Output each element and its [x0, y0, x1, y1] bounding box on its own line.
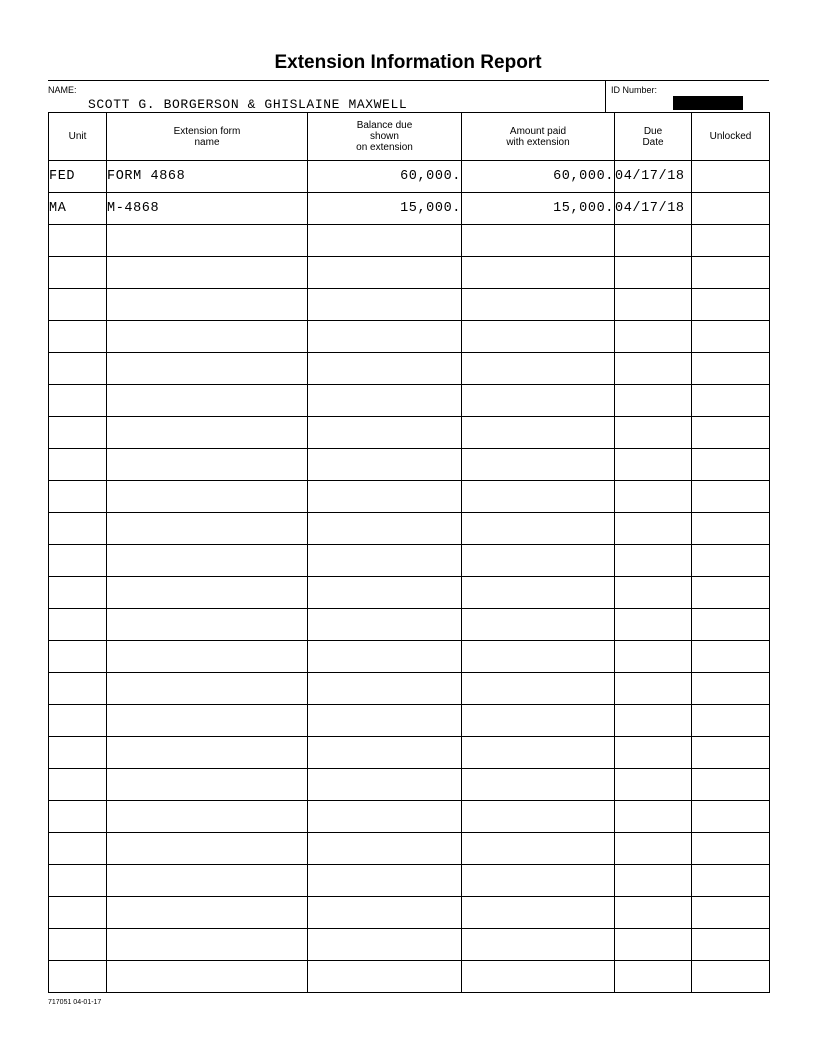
table-row — [49, 417, 770, 449]
column-header-balance-due: Balance due shown on extension — [308, 113, 462, 161]
cell-unit — [49, 929, 107, 961]
report-title: Extension Information Report — [274, 52, 542, 73]
cell-due-date — [615, 833, 692, 865]
cell-due-date — [615, 577, 692, 609]
cell-unlocked — [692, 385, 770, 417]
cell-amount-paid — [462, 481, 615, 513]
cell-amount-paid — [462, 609, 615, 641]
cell-balance-due — [308, 865, 462, 897]
table-row — [49, 513, 770, 545]
cell-unlocked — [692, 193, 770, 225]
cell-amount-paid: 15,000. — [462, 193, 615, 225]
cell-due-date — [615, 417, 692, 449]
cell-form-name — [107, 833, 308, 865]
cell-unlocked — [692, 257, 770, 289]
cell-unit — [49, 833, 107, 865]
cell-balance-due — [308, 961, 462, 993]
table-row — [49, 961, 770, 993]
column-header-extension-form-name: Extension form name — [107, 113, 308, 161]
cell-unlocked — [692, 833, 770, 865]
cell-amount-paid — [462, 417, 615, 449]
cell-due-date — [615, 737, 692, 769]
cell-unlocked — [692, 737, 770, 769]
cell-due-date — [615, 481, 692, 513]
table-row — [49, 641, 770, 673]
table-row — [49, 673, 770, 705]
cell-unlocked — [692, 673, 770, 705]
table-row — [49, 257, 770, 289]
table-row — [49, 929, 770, 961]
cell-unlocked — [692, 513, 770, 545]
cell-unit — [49, 897, 107, 929]
cell-form-name — [107, 385, 308, 417]
cell-balance-due — [308, 673, 462, 705]
cell-form-name — [107, 353, 308, 385]
cell-balance-due — [308, 417, 462, 449]
cell-unit — [49, 705, 107, 737]
cell-balance-due — [308, 481, 462, 513]
cell-amount-paid — [462, 641, 615, 673]
cell-amount-paid — [462, 897, 615, 929]
cell-unlocked — [692, 929, 770, 961]
cell-balance-due — [308, 737, 462, 769]
cell-amount-paid — [462, 257, 615, 289]
id-number-redaction — [673, 96, 743, 110]
cell-amount-paid — [462, 225, 615, 257]
cell-unit — [49, 289, 107, 321]
cell-balance-due — [308, 897, 462, 929]
cell-due-date — [615, 257, 692, 289]
cell-due-date — [615, 609, 692, 641]
cell-form-name — [107, 897, 308, 929]
cell-unit — [49, 225, 107, 257]
cell-due-date — [615, 897, 692, 929]
id-divider — [605, 80, 606, 112]
cell-amount-paid — [462, 385, 615, 417]
cell-amount-paid — [462, 545, 615, 577]
cell-form-name — [107, 545, 308, 577]
cell-form-name — [107, 737, 308, 769]
cell-due-date — [615, 385, 692, 417]
cell-unlocked — [692, 609, 770, 641]
cell-amount-paid — [462, 737, 615, 769]
cell-balance-due — [308, 545, 462, 577]
cell-due-date — [615, 865, 692, 897]
cell-balance-due — [308, 577, 462, 609]
cell-balance-due — [308, 641, 462, 673]
table-row — [49, 801, 770, 833]
cell-due-date — [615, 769, 692, 801]
cell-balance-due — [308, 513, 462, 545]
table-row — [49, 289, 770, 321]
cell-due-date — [615, 513, 692, 545]
cell-amount-paid — [462, 513, 615, 545]
cell-unit — [49, 481, 107, 513]
cell-amount-paid — [462, 769, 615, 801]
table-row — [49, 545, 770, 577]
form-code-footer: 717051 04-01-17 — [48, 999, 102, 1006]
cell-unlocked — [692, 961, 770, 993]
table-header-row — [49, 113, 770, 161]
cell-form-name — [107, 481, 308, 513]
cell-balance-due — [308, 289, 462, 321]
cell-unlocked — [692, 641, 770, 673]
cell-amount-paid: 60,000. — [462, 161, 615, 193]
extension-table — [48, 112, 770, 993]
cell-balance-due — [308, 801, 462, 833]
cell-unlocked — [692, 161, 770, 193]
cell-unlocked — [692, 417, 770, 449]
cell-amount-paid — [462, 705, 615, 737]
cell-unlocked — [692, 769, 770, 801]
cell-unit — [49, 577, 107, 609]
column-header-unit: Unit — [49, 113, 107, 161]
cell-unit — [49, 737, 107, 769]
cell-unit — [49, 545, 107, 577]
cell-form-name — [107, 417, 308, 449]
table-row — [49, 769, 770, 801]
cell-balance-due: 60,000. — [308, 161, 462, 193]
cell-unit — [49, 321, 107, 353]
table-row — [49, 577, 770, 609]
cell-form-name — [107, 641, 308, 673]
cell-due-date — [615, 961, 692, 993]
cell-form-name — [107, 769, 308, 801]
cell-balance-due — [308, 769, 462, 801]
cell-unlocked — [692, 289, 770, 321]
cell-form-name: M-4868 — [107, 193, 308, 225]
column-header-amount-paid: Amount paid with extension — [462, 113, 615, 161]
cell-unit — [49, 513, 107, 545]
cell-amount-paid — [462, 449, 615, 481]
cell-unlocked — [692, 705, 770, 737]
taxpayer-name: SCOTT G. BORGERSON & GHISLAINE MAXWELL — [88, 97, 408, 112]
cell-unit — [49, 385, 107, 417]
table-row — [49, 737, 770, 769]
cell-due-date — [615, 673, 692, 705]
cell-unlocked — [692, 545, 770, 577]
id-number-label: ID Number: — [611, 85, 658, 95]
cell-form-name — [107, 865, 308, 897]
cell-unlocked — [692, 225, 770, 257]
cell-balance-due — [308, 609, 462, 641]
cell-due-date — [615, 929, 692, 961]
cell-form-name — [107, 801, 308, 833]
cell-balance-due — [308, 225, 462, 257]
cell-due-date — [615, 801, 692, 833]
cell-balance-due — [308, 353, 462, 385]
cell-balance-due — [308, 705, 462, 737]
cell-unlocked — [692, 353, 770, 385]
cell-due-date: 04/17/18 — [615, 193, 692, 225]
cell-amount-paid — [462, 353, 615, 385]
cell-unlocked — [692, 865, 770, 897]
cell-unlocked — [692, 321, 770, 353]
cell-unlocked — [692, 897, 770, 929]
cell-unit — [49, 769, 107, 801]
table-row — [49, 833, 770, 865]
cell-unlocked — [692, 577, 770, 609]
cell-form-name — [107, 705, 308, 737]
cell-unit — [49, 417, 107, 449]
table-row — [49, 897, 770, 929]
cell-due-date — [615, 449, 692, 481]
cell-amount-paid — [462, 961, 615, 993]
cell-due-date — [615, 545, 692, 577]
cell-unit — [49, 961, 107, 993]
cell-due-date — [615, 225, 692, 257]
cell-unlocked — [692, 449, 770, 481]
cell-due-date — [615, 641, 692, 673]
cell-amount-paid — [462, 833, 615, 865]
cell-form-name — [107, 449, 308, 481]
cell-amount-paid — [462, 673, 615, 705]
cell-form-name — [107, 929, 308, 961]
cell-form-name — [107, 289, 308, 321]
cell-amount-paid — [462, 321, 615, 353]
cell-amount-paid — [462, 289, 615, 321]
cell-balance-due — [308, 833, 462, 865]
cell-unit — [49, 673, 107, 705]
header-rule — [48, 80, 769, 81]
cell-unit — [49, 801, 107, 833]
table-row — [49, 161, 770, 193]
table-row — [49, 321, 770, 353]
table-row — [49, 481, 770, 513]
cell-form-name — [107, 257, 308, 289]
cell-balance-due: 15,000. — [308, 193, 462, 225]
cell-balance-due — [308, 449, 462, 481]
cell-due-date — [615, 289, 692, 321]
cell-form-name — [107, 321, 308, 353]
table-row — [49, 449, 770, 481]
cell-form-name — [107, 577, 308, 609]
cell-unit — [49, 641, 107, 673]
cell-due-date — [615, 353, 692, 385]
cell-unit — [49, 449, 107, 481]
cell-form-name — [107, 673, 308, 705]
column-header-unlocked: Unlocked — [692, 113, 770, 161]
cell-amount-paid — [462, 929, 615, 961]
cell-balance-due — [308, 385, 462, 417]
cell-unlocked — [692, 801, 770, 833]
cell-unit — [49, 353, 107, 385]
table-row — [49, 865, 770, 897]
cell-balance-due — [308, 321, 462, 353]
cell-form-name — [107, 961, 308, 993]
cell-form-name — [107, 225, 308, 257]
cell-form-name — [107, 609, 308, 641]
cell-amount-paid — [462, 577, 615, 609]
cell-form-name: FORM 4868 — [107, 161, 308, 193]
table-row — [49, 705, 770, 737]
table-row — [49, 193, 770, 225]
cell-unit: MA — [49, 193, 107, 225]
table-row — [49, 353, 770, 385]
cell-balance-due — [308, 929, 462, 961]
column-header-due-date: Due Date — [615, 113, 692, 161]
cell-balance-due — [308, 257, 462, 289]
cell-unit: FED — [49, 161, 107, 193]
cell-amount-paid — [462, 865, 615, 897]
cell-due-date — [615, 321, 692, 353]
cell-unit — [49, 609, 107, 641]
cell-due-date — [615, 705, 692, 737]
cell-unit — [49, 257, 107, 289]
table-row — [49, 385, 770, 417]
table-row — [49, 225, 770, 257]
table-row — [49, 609, 770, 641]
cell-form-name — [107, 513, 308, 545]
cell-amount-paid — [462, 801, 615, 833]
cell-due-date: 04/17/18 — [615, 161, 692, 193]
cell-unlocked — [692, 481, 770, 513]
name-label: NAME: — [48, 85, 77, 95]
cell-unit — [49, 865, 107, 897]
